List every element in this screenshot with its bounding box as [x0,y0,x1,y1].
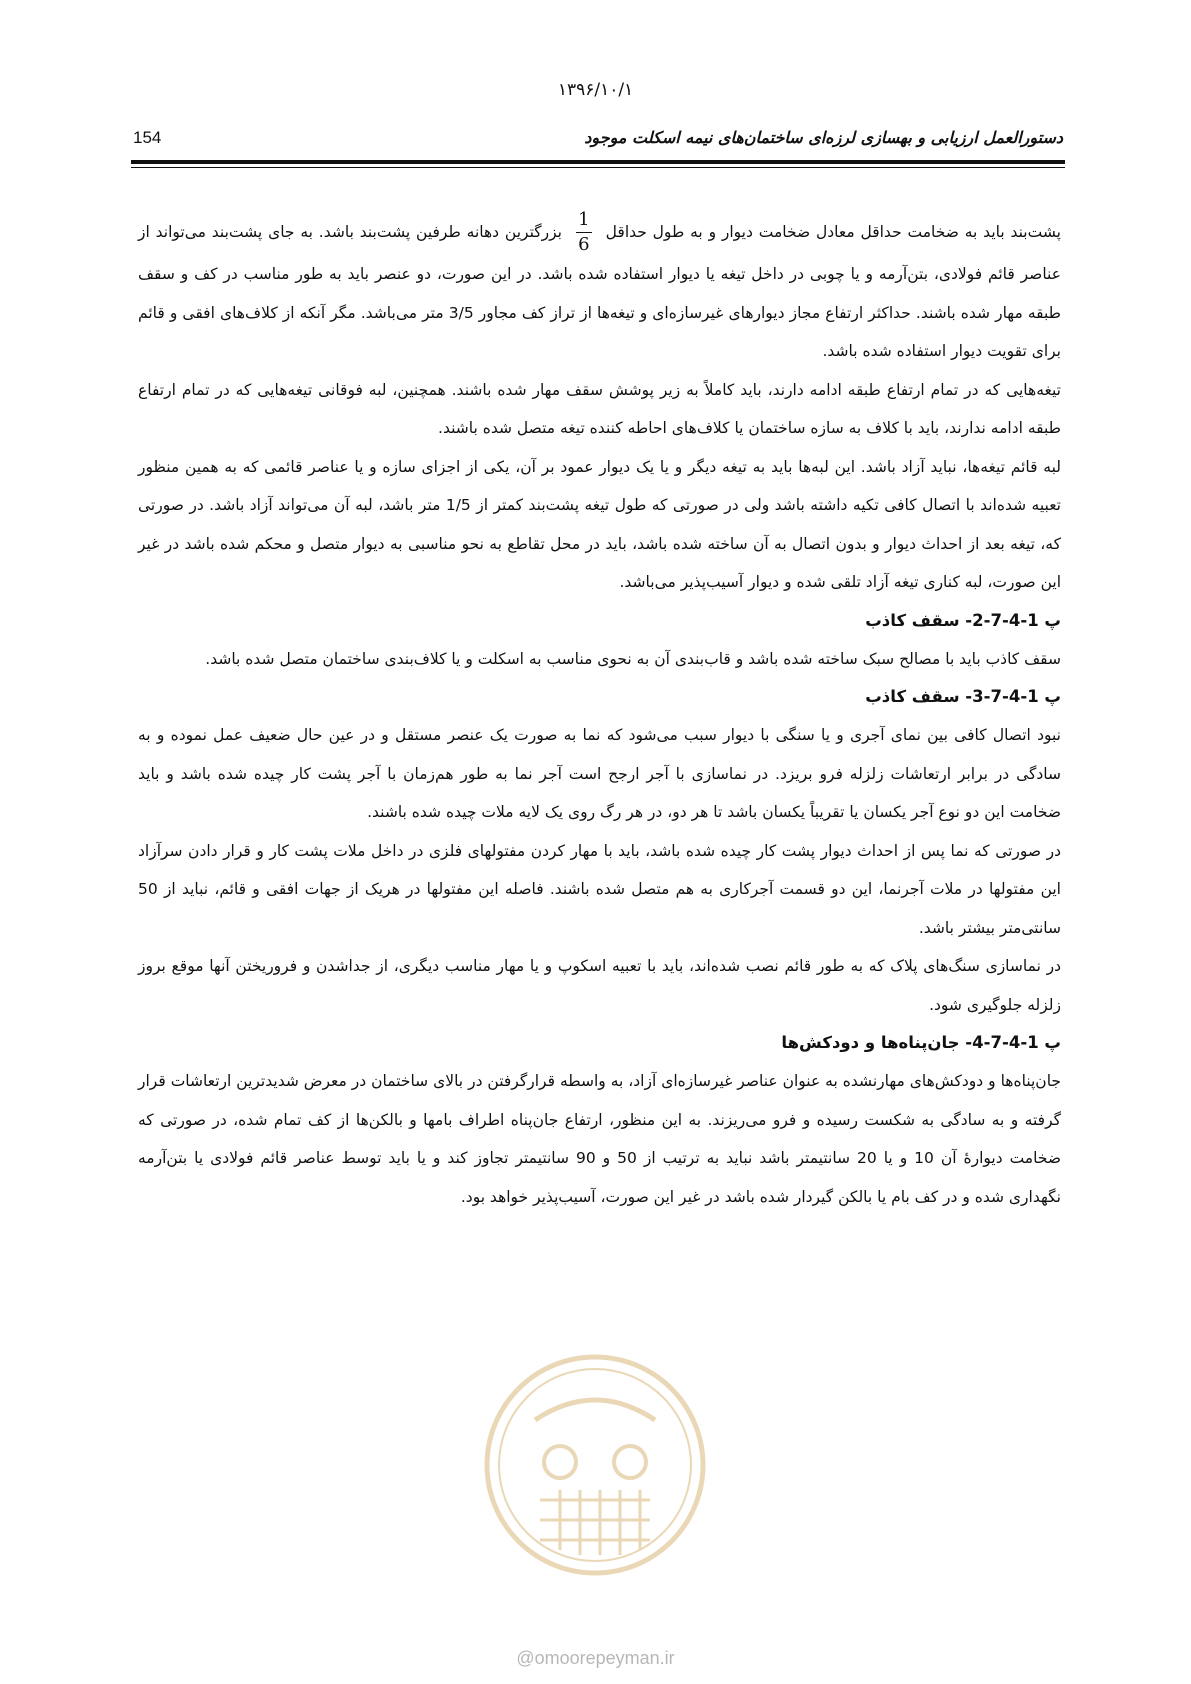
omoorepeyman-seal-icon [480,1350,710,1580]
fraction-bar [576,232,592,233]
document-date: ۱۳۹۶/۱۰/۱ [557,80,634,100]
paragraph: در صورتی که نما پس از احداث دیوار پشت کار چیده شده باشد، باید با مهار کردن مفتولهای فلزی در داخل ملات پشت کار و قرار دادن سرآزاد این مفتولها در ملات آجرنما، این دو قسمت آجرکاری به هم متصل شده باشند. فاصله این مفتولها در هریک از جهات افقی و قائم، نباید از 50 سانتی‌متر بیشتر باشد. [138,841,1061,937]
document-body [138,210,1061,1216]
fraction-numerator: 1 [578,209,590,230]
running-title: دستورالعمل ارزیابی و بهسازی لرزه‌ای ساختمان‌های نیمه اسکلت موجود [584,128,1063,147]
section-heading: پ 1-4-7-4- جان‌پناه‌ها و دودکش‌ها [781,1033,1061,1052]
paragraph-text: بزرگترین دهانه طرفین پشت‌بند باشد. به جای پشت‌بند می‌تواند از عناصر قائم فولادی، بتن‌آرمه و یا چوبی در داخل تیغه یا دیوار استفاده شده باشد. در این صورت، دو عنصر باید به طور مناسب در کف و سقف طبقه مهار شده باشند. حداکثر ارتفاع مجاز دیوارهای غیرسازه‌ای و تیغه‌ها از تراز کف مجاور 3/5 متر می‌باشد. مگر آنکه از کلاف‌های افقی و قائم برای تقویت دیوار استفاده شده باشد. [138,223,1061,360]
paragraph: سقف کاذب باید با مصالح سبک ساخته شده باشد و قاب‌بندی آن به نحوی مناسب به اسکلت و یا کلاف‌بندی ساختمان متصل شده باشد. [205,649,1061,668]
section-heading: پ 1-4-7-2- سقف کاذب [865,610,1061,630]
section-heading: پ 1-4-7-3- سقف کاذب [865,687,1061,706]
page-number: 154 [133,128,162,147]
paragraph: تیغه‌هایی که در تمام ارتفاع طبقه ادامه دارند، باید کاملاً به زیر پوشش سقف مهار شده باشند. همچنین، لبه فوقانی تیغه‌هایی که در تمام ارتفاع طبقه ادامه ندارند، باید با کلاف به سازه ساختمان یا کلاف‌های احاطه کننده تیغه متصل شده باشند. [138,380,1061,437]
paragraph: جان‌پناه‌ها و دودکش‌های مهارنشده به عنوان عناصر غیرسازه‌ای آزاد، به واسطه قرارگرفتن در بالای ساختمان در معرض شدیدترین ارتعاشات قرار گرفته و به سادگی به شکست رسیده و فرو می‌ریزند. به این منظور، ارتفاع جان‌پناه اطراف بامها و بالکن‌ها از کف تمام شده، در صورتی که ضخامت دیوارهٔ آن 10 و یا 20 سانتیمتر باشد نباید به ترتیب از 50 و 90 سانتیمتر تجاوز کند و یا باید توسط عناصر قائم فولادی یا بتن‌آرمه نگهداری شده و در کف بام یا بالکن گیردار شده باشد در غیر این صورت، آسیب‌پذیر خواهد بود. [138,1072,1061,1206]
header-rule-thick [131,160,1065,164]
paragraph: نبود اتصال کافی بین نمای آجری و یا سنگی با دیوار سبب می‌شود که نما به صورت یک عنصر مستقل و در عین حال ضعیف عمل نموده و به سادگی در برابر ارتعاشات زلزله فرو بریزد. در نماسازی با آجر ارجح است آجر نما به طور هم‌زمان با آجر پشت کار چیده شده باشد و باید ضخامت این دو نوع آجر یکسان یا تقریباً یکسان باشد تا هر دو، در هر رگ روی یک لایه ملات چیده شده باشند. [138,726,1061,821]
paragraph: لبه قائم تیغه‌ها، نباید آزاد باشد. این لبه‌ها باید به تیغه دیگر و یا یک دیوار عمود بر آن، یکی از اجزای سازه و یا عناصر قائمی که به همین منظور تعبیه شده‌اند با اتصال کافی تکیه داشته باشد ولی در صورتی که طول تیغه پشت‌بند کمتر از 1/5 متر باشد، لبه آن می‌تواند آزاد باشد. در صورتی که، تیغه بعد از احداث دیوار و بدون اتصال به آن ساخته شده باشد، باید در محل تقاطع به نحو مناسبی به دیوار متصل و محکم شده باشد در غیر این صورت، لبه کناری تیغه آزاد تلقی شده و دیوار آسیب‌پذیر می‌باشد. [138,457,1061,591]
fraction-one-sixth [576,210,592,255]
page-header [133,128,1063,150]
paragraph: در نماسازی سنگ‌های پلاک که به طور قائم نصب شده‌اند، باید با تعبیه اسکوپ و یا مهار مناسب دیگری، از جداشدن و فروریختن آنها موقع بروز زلزله جلوگیری شود. [138,957,1061,1014]
paragraph [138,210,1061,371]
fraction-denominator: 6 [578,234,590,255]
paragraph-text: پشت‌بند باید به ضخامت حداقل معادل ضخامت دیوار و به طول حداقل [605,223,1061,241]
watermark-website: @omoorepeyman.ir [516,1648,675,1668]
header-rule-thin [131,167,1065,168]
